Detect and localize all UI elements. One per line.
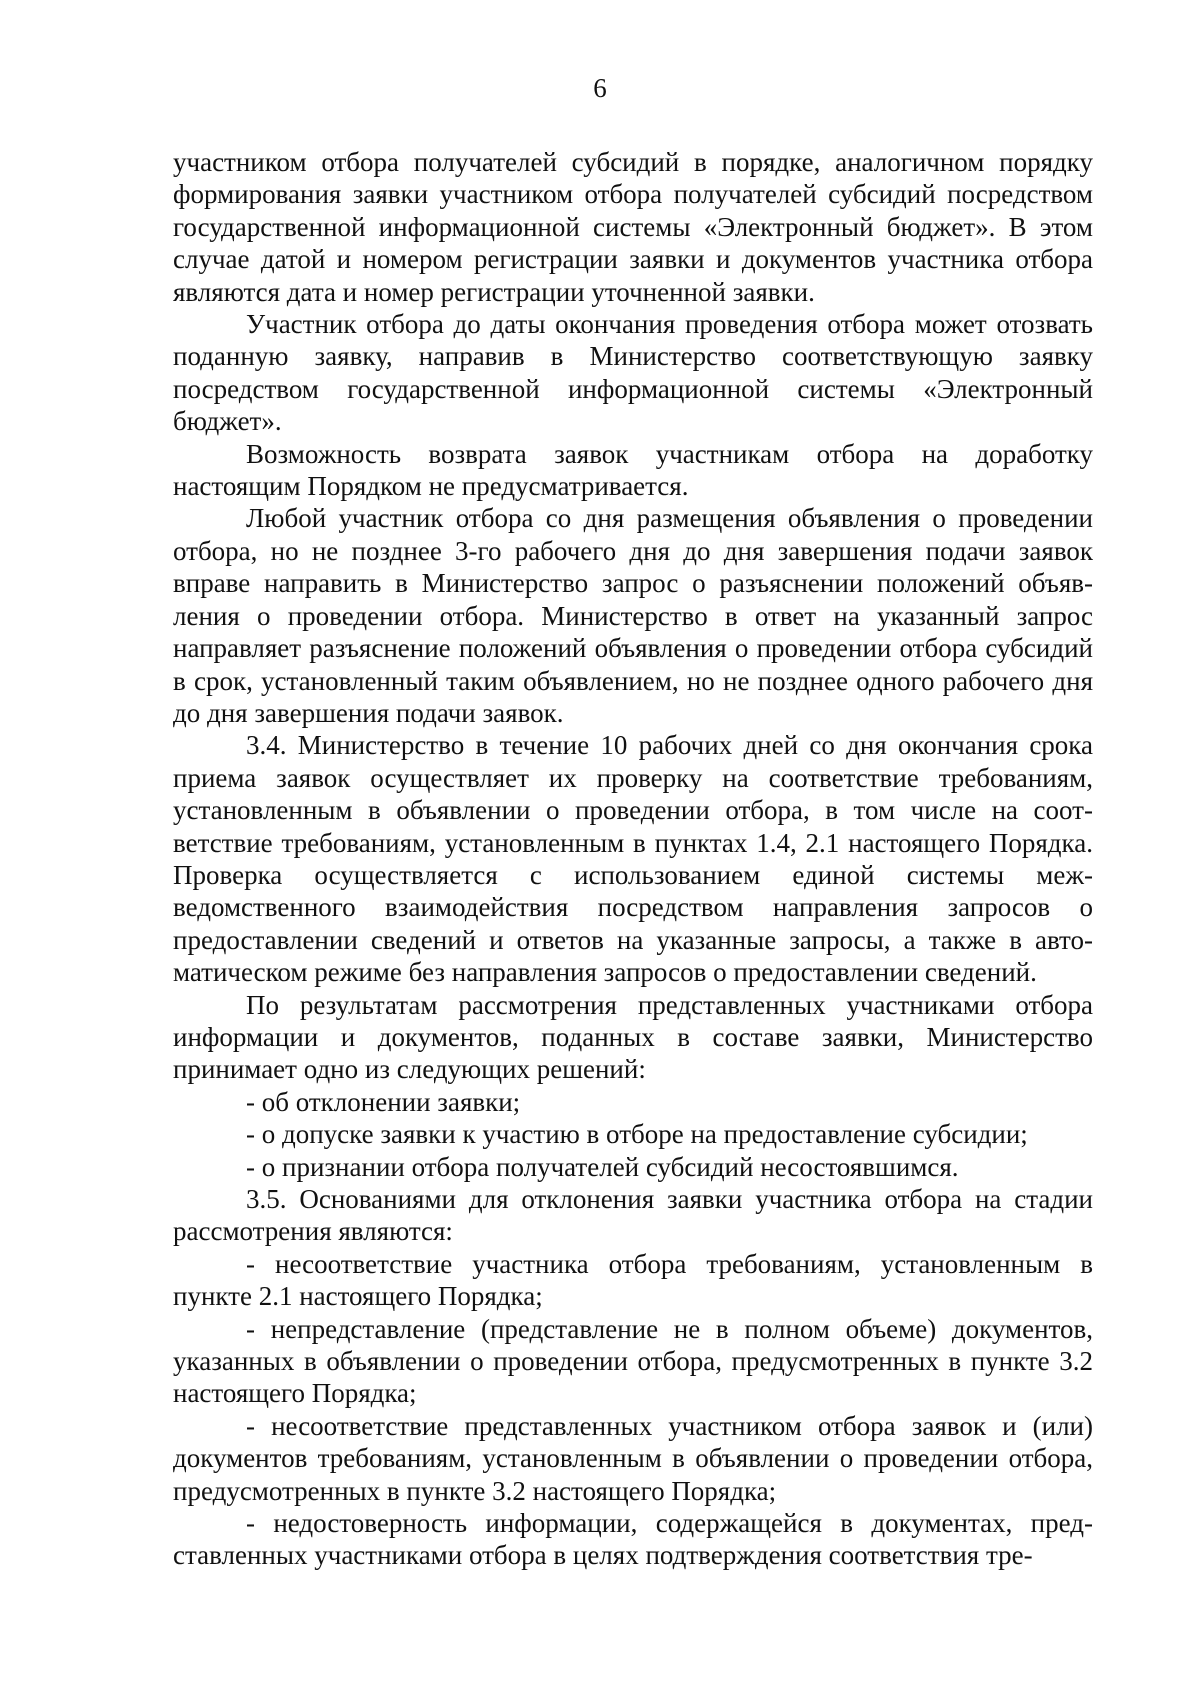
- paragraph-section-3-4: 3.4. Министерство в течение 10 рабочих дней со дня окончания срока приема заявок осуществляет их проверку на соответствие требованиям, установленным в объявлении о проведении отбора, в том числе на соответствие требованиям, установленным в пунктах 1.4, 2.1 настоящего Порядка. Проверка осуществляется с использованием единой системы межведомственного взаимодействия посредством направления запросов о предоставлении сведений и ответов на указанные запросы, а также в автоматическом режиме без направления запросов о предоставлении сведений.: [173, 730, 1093, 988]
- list-item: - несоответствие представленных участником отбора заявок и (или) документов требованиям, установленным в объявлении о проведении отбора, предусмотренных в пункте 3.2 настоящего Порядка;: [173, 1410, 1093, 1506]
- paragraph: Возможность возврата заявок участникам отбора на доработку настоящим Порядком не предусматривается.: [173, 438, 1093, 502]
- list-item: - об отклонении заявки;: [246, 1086, 521, 1117]
- document-body: [173, 146, 1093, 1572]
- list-item: - недостоверность информации, содержащейся в документах, представленных участниками отбора в целях подтверждения соответствия тре-: [173, 1508, 1093, 1571]
- list-item: - несоответствие участника отбора требованиям, установленным в пункте 2.1 настоящего Порядка;: [173, 1248, 1093, 1312]
- list-item: - непредставление (представление не в полном объеме) документов, указанных в объявлении о проведении отбора, предусмотренных в пункте 3.2 настоящего Порядка;: [173, 1313, 1093, 1409]
- paragraph: По результатам рассмотрения представленных участниками отбора информации и документов, поданных в составе заявки, Министерство принимает одно из следующих решений:: [173, 989, 1093, 1085]
- paragraph-section-3-5: 3.5. Основаниями для отклонения заявки участника отбора на стадии рассмотрения являются:: [173, 1184, 1093, 1247]
- paragraph: Любой участник отбора со дня размещения объявления о проведении отбора, но не позднее 3-го рабочего дня до дня завершения подачи заявок вправе направить в Министерство запрос о разъяснении положений объявления о проведении отбора. Министерство в ответ на указанный запрос направляет разъяснение положений объявления о проведении отбора субсидий в срок, установленный таким объявлением, но не позднее одного рабочего дня до дня завершения подачи заявок.: [173, 503, 1093, 728]
- paragraph: участником отбора получателей субсидий в порядке, аналогичном порядку формирования заявки участником отбора получателей субсидий посредством государственной информационной системы «Электронный бюджет». В этом случае датой и номером регистрации заявки и документов участника отбора являются дата и номер регистрации уточненной заявки.: [173, 147, 1093, 307]
- paragraph: Участник отбора до даты окончания проведения отбора может отозвать поданную заявку, направив в Министерство соответствующую заявку посредством государственной информационной системы «Электронный бюджет».: [173, 309, 1093, 437]
- list-item: - о признании отбора получателей субсидий несостоявшимся.: [246, 1151, 959, 1182]
- list-item: - о допуске заявки к участию в отборе на предоставление субсидии;: [246, 1119, 1028, 1150]
- page-number: 6: [593, 73, 607, 103]
